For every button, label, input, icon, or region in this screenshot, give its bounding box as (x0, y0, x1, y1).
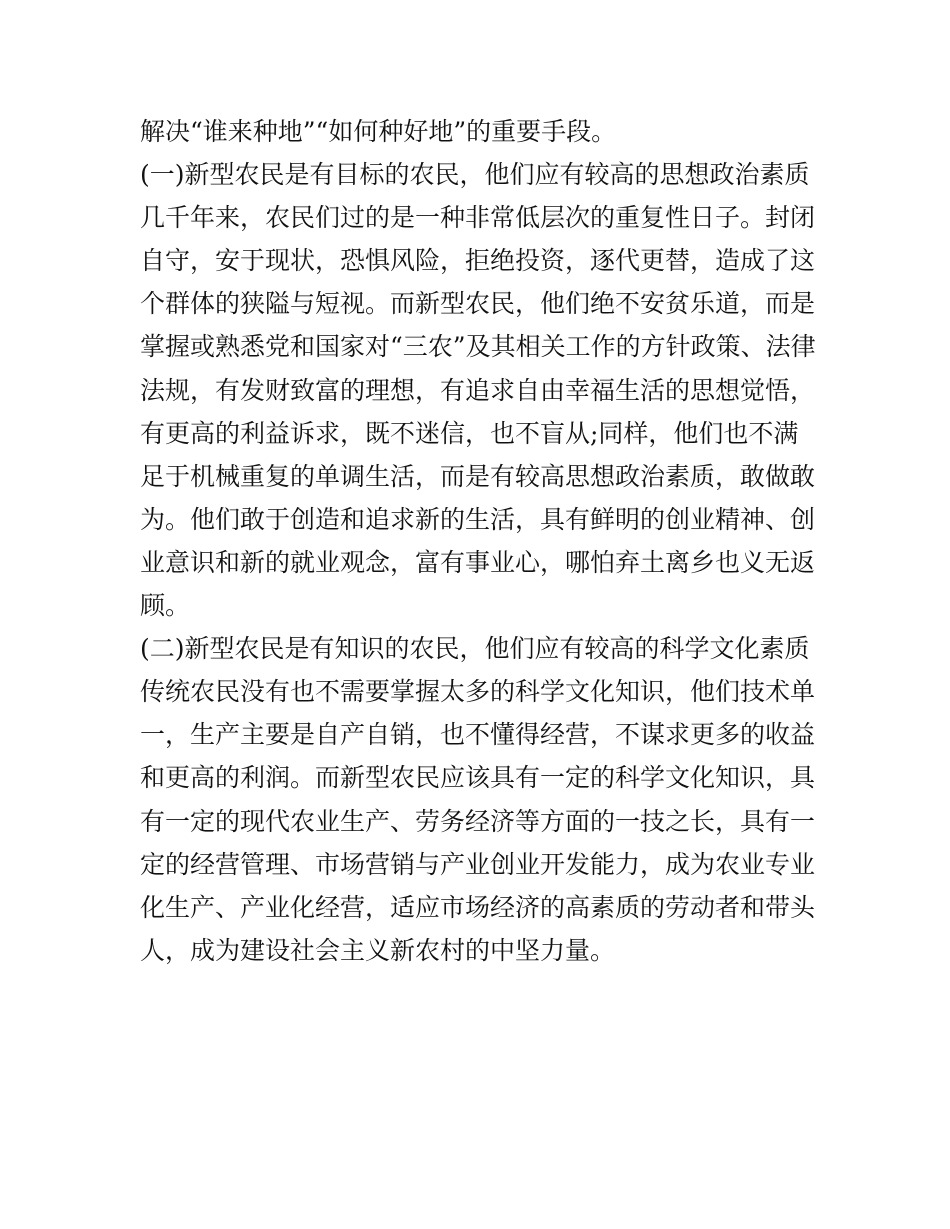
text-line: 足于机械重复的单调生活，而是有较高思想政治素质，敢做敢 (140, 461, 816, 491)
text-line: 法规，有发财致富的理想，有追求自由幸福生活的思想觉悟， (140, 375, 816, 405)
text-line: 和更高的利润。而新型农民应该具有一定的科学文化知识，具 (140, 763, 816, 793)
text-line: 有一定的现代农业生产、劳务经济等方面的一技之长，具有一 (140, 806, 816, 836)
section-heading-1: (一)新型农民是有目标的农民，他们应有较高的思想政治素质 (140, 160, 810, 190)
section-heading-2: (二)新型农民是有知识的农民，他们应有较高的科学文化素质 (140, 634, 810, 664)
text-line: 几千年来，农民们过的是一种非常低层次的重复性日子。封闭 (140, 203, 816, 233)
text-line: 顾。 (140, 591, 191, 621)
text-line: 定的经营管理、市场营销与产业创业开发能力，成为农业专业 (140, 849, 816, 879)
text-line: 业意识和新的就业观念，富有事业心，哪怕弃土离乡也义无返 (140, 547, 816, 577)
text-line: 人，成为建设社会主义新农村的中坚力量。 (140, 935, 616, 965)
text-line: 为。他们敢于创造和追求新的生活，具有鲜明的创业精神、创 (140, 504, 816, 534)
text-line: 有更高的利益诉求，既不迷信，也不盲从;同样，他们也不满 (140, 418, 799, 448)
text-line: 掌握或熟悉党和国家对“三农”及其相关工作的方针政策、法律 (140, 332, 816, 362)
text-line: 一，生产主要是自产自销，也不懂得经营，不谋求更多的收益 (140, 720, 816, 750)
text-line: 自守，安于现状，恐惧风险，拒绝投资，逐代更替，造成了这 (140, 246, 816, 276)
text-line: 解决“谁来种地”“如何种好地”的重要手段。 (140, 117, 617, 146)
text-line: 化生产、产业化经营，适应市场经济的高素质的劳动者和带头 (140, 892, 816, 922)
text-line: 个群体的狭隘与短视。而新型农民，他们绝不安贫乐道，而是 (140, 289, 816, 319)
body-text (140, 110, 820, 972)
text-line: 传统农民没有也不需要掌握太多的科学文化知识，他们技术单 (140, 677, 816, 707)
